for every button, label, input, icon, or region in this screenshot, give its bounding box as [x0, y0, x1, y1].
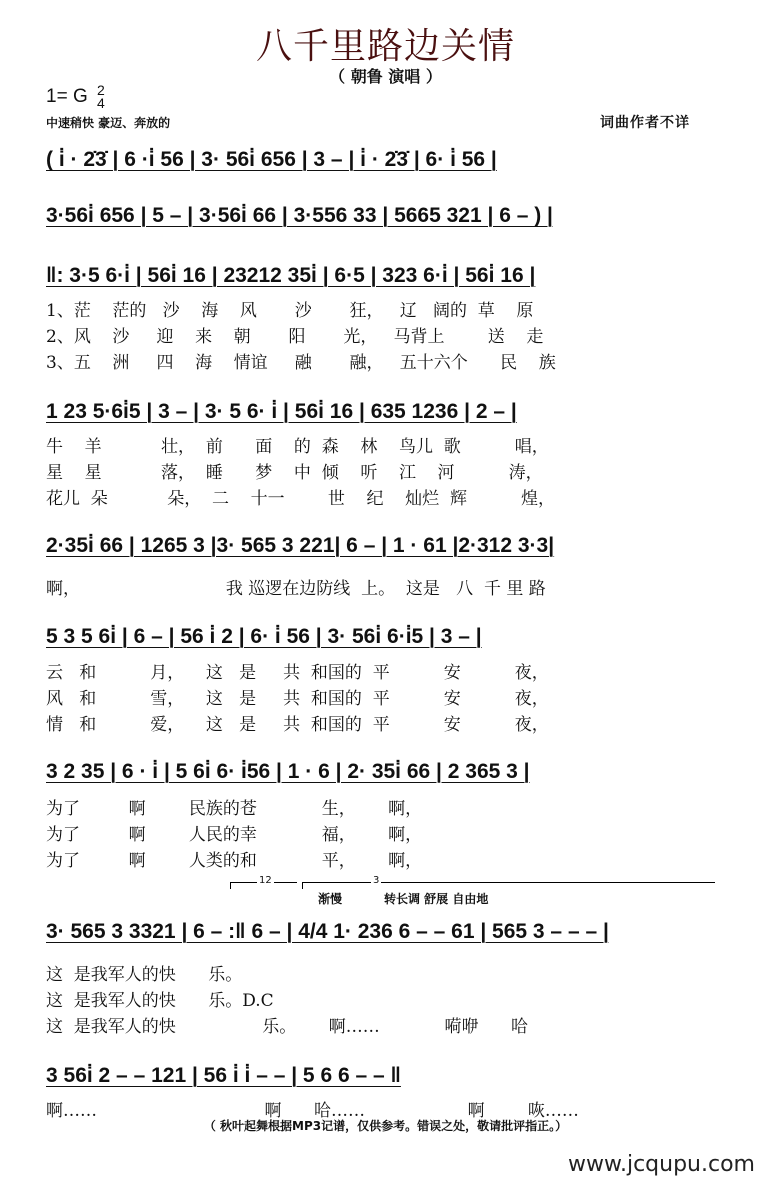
- lyric-verse-1: 为了 啊 民族的苍 生， 啊，: [46, 799, 423, 819]
- key-signature: [46, 84, 105, 110]
- notation-line-9: 3 56i̇ 2 – – 121 | 56 i̇ i̇ – – | 5 6 6 – – ‖: [46, 1064, 401, 1087]
- notation-line-4: 1 23 5·6i̇5 | 3 – | 3· 5 6· i̇ | 56i̇ 16 | 635 1236 | 2 – |: [46, 400, 517, 423]
- expression-rit: 渐慢: [318, 892, 343, 906]
- notation-line-6: 5 3 5 6i̇ | 6 – | 56 i̇ 2 | 6· i̇ 56 | 3· 56i̇ 6·i̇5 | 3 – |: [46, 625, 482, 648]
- lyric-verse-2: 风 和 雪， 这 是 共 和国的 平 安 夜，: [46, 689, 549, 709]
- lyric-line: 啊， 我 巡逻在边防线 上。 这是 八 千 里 路: [46, 579, 546, 599]
- volta-bracket-1: [230, 875, 297, 889]
- lyric-verse-1: 云 和 月， 这 是 共 和国的 平 安 夜，: [46, 663, 549, 683]
- notation-line-2: 3·56i̇ 656 | 5 – | 3·56i̇ 66 | 3·556 33 | 5665 321 | 6 – ) |: [46, 204, 553, 227]
- lyric-verse-2: 星 星 落， 睡 梦 中 倾 听 江 河 涛，: [46, 463, 543, 483]
- tempo-marking: 中速稍快 豪迈、奔放的: [46, 116, 171, 130]
- volta-2-label: 3: [373, 875, 380, 886]
- lyric-verse-3: 为了 啊 人类的和 平， 啊，: [46, 851, 423, 871]
- volta-1-label: 12: [259, 875, 272, 886]
- notation-line-3: ‖: 3·5 6·i̇ | 56i̇ 16 | 23212 35i̇ | 6·5 | 323 6·i̇ | 56i̇ 16 |: [46, 264, 536, 287]
- notation-line-1: ( i̇ · 2̇3̇ | 6 ·i̇ 56 | 3· 56i̇ 656 | 3 – | i̇ · 2̇3̇ | 6· i̇ 56 |: [46, 148, 497, 171]
- time-sig-bottom: 4: [97, 95, 105, 111]
- notation-line-7: 3 2 35 | 6 · i̇ | 5 6i̇ 6· i̇56 | 1 · 6 | 2· 35i̇ 66 | 2 365 3 |: [46, 760, 530, 783]
- notation-line-5: 2·35i̇ 66 | 1265 3 |3· 565 3 221| 6 – | 1 · 61 |2·312 3·3|: [46, 534, 555, 557]
- singer-credit: （ 朝鲁 演唱 ）: [329, 67, 442, 86]
- song-title: 八千里路边关情: [255, 26, 515, 67]
- lyric-verse-3: 这 是我军人的快 乐。 啊…… 嗬咿 哈: [46, 1017, 528, 1037]
- time-sig-top: 2: [97, 82, 105, 98]
- volta-bracket-2: [302, 875, 715, 889]
- lyric-verse-1: 牛 羊 壮， 前 面 的 森 林 鸟儿 歌 唱，: [46, 437, 549, 457]
- lyric-verse-2: 2、风 沙 迎 来 朝 阳 光， 马背上 送 走: [46, 327, 544, 347]
- lyric-verse-2: 为了 啊 人民的幸 福， 啊，: [46, 825, 423, 845]
- time-signature: [97, 84, 105, 110]
- expression-free: 转长调 舒展 自由地: [384, 892, 489, 906]
- lyric-verse-2: 这 是我军人的快 乐。D.C: [46, 991, 274, 1011]
- site-watermark: www.jcqupu.com: [568, 1152, 755, 1177]
- composer-credit: 词曲作者不详: [600, 115, 690, 131]
- key-label: 1= G: [46, 86, 88, 108]
- lyric-verse-3: 3、五 洲 四 海 情谊 融 融， 五十六个 民 族: [46, 353, 556, 373]
- transcriber-note: （ 秋叶起舞根据MP3记谱，仅供参考。错误之处，敬请批评指正。）: [203, 1119, 568, 1133]
- lyric-line: 啊…… 啊 哈…… 啊 咴……: [46, 1101, 579, 1121]
- lyric-verse-3: 花儿 朵 朵， 二 十一 世 纪 灿烂 辉 煌，: [46, 489, 555, 509]
- lyric-verse-1: 这 是我军人的快 乐。: [46, 965, 243, 985]
- lyric-verse-1: 1、茫 茫的 沙 海 风 沙 狂， 辽 阔的 草 原: [46, 301, 534, 321]
- notation-line-8: 3· 565 3 3321 | 6 – :‖ 6 – | 4/4 1· 236 6 – – 61 | 565 3 – – – |: [46, 920, 609, 943]
- lyric-verse-3: 情 和 爱， 这 是 共 和国的 平 安 夜，: [46, 715, 549, 735]
